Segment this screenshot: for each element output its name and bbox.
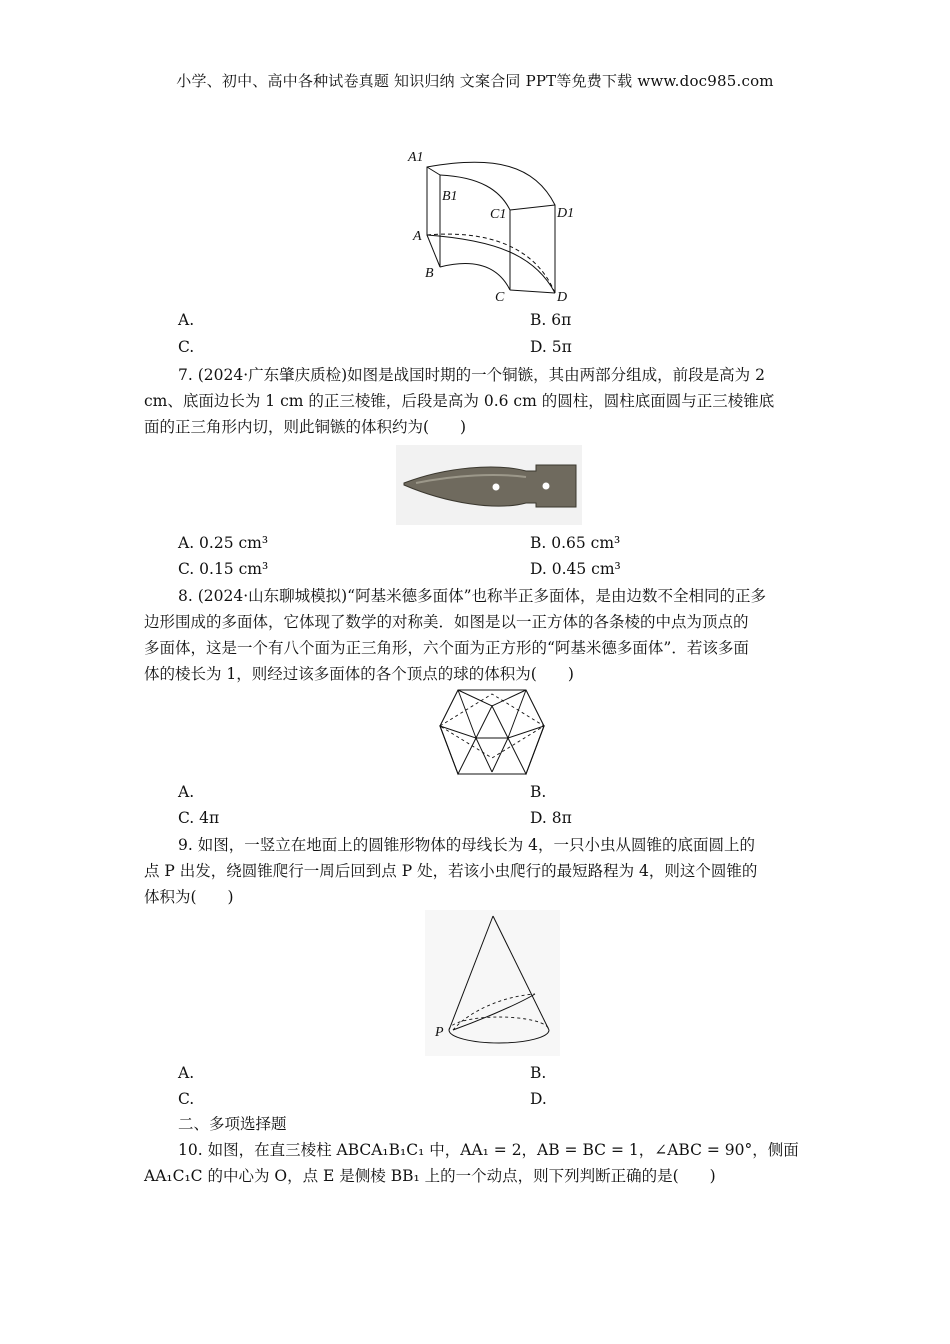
q8-line-4: 体的棱长为 1，则经过该多面体的各个顶点的球的体积为( ) bbox=[144, 665, 574, 683]
q6-label-c1: C1 bbox=[490, 207, 507, 222]
section-multi-choice-title: 二、多项选择题 bbox=[178, 1115, 287, 1133]
q6-label-b: B bbox=[425, 266, 434, 281]
q7-line-2: cm、底面边长为 1 cm 的正三棱锥，后段是高为 0.6 cm 的圆柱，圆柱底面圆与正三棱锥底 bbox=[144, 392, 775, 410]
q8-line-2: 边形围成的多面体，它体现了数学的对称美．如图是以一正方体的各条棱的中点为顶点的 bbox=[144, 613, 749, 631]
q6-label-a: A bbox=[413, 229, 422, 244]
q8-option-c[interactable]: C. 4π bbox=[178, 809, 220, 827]
q7-option-d[interactable]: D. 0.45 cm³ bbox=[530, 560, 621, 578]
q8-option-d[interactable]: D. 8π bbox=[530, 809, 572, 827]
q6-option-d[interactable]: D. 5π bbox=[530, 338, 572, 356]
q8-option-b[interactable]: B. bbox=[530, 783, 547, 801]
q7-figure-bronze-arrowhead bbox=[396, 445, 582, 525]
q6-option-b[interactable]: B. 6π bbox=[530, 311, 572, 329]
q7-line-1: 7. (2024·广东肇庆质检)如图是战国时期的一个铜镞，其由两部分组成，前段是高为 2 bbox=[178, 366, 765, 384]
page-header: 小学、初中、高中各种试卷真题 知识归纳 文案合同 PPT等免费下载 www.doc985.com bbox=[176, 72, 774, 90]
q6-label-d: D bbox=[557, 290, 568, 305]
q6-option-c[interactable]: C. bbox=[178, 338, 195, 356]
q9-option-c[interactable]: C. bbox=[178, 1090, 195, 1108]
q7-line-3: 面的正三角形内切，则此铜镞的体积约为( ) bbox=[144, 418, 467, 436]
q8-figure-cuboctahedron bbox=[436, 686, 548, 778]
q7-option-b[interactable]: B. 0.65 cm³ bbox=[530, 534, 621, 552]
q9-line-2: 点 P 出发，绕圆锥爬行一周后回到点 P 处，若该小虫爬行的最短路程为 4，则这个圆锥的 bbox=[144, 862, 758, 880]
q10-line-2: AA₁C₁C 的中心为 O，点 E 是侧棱 BB₁ 上的一个动点，则下列判断正确的是( ) bbox=[144, 1167, 716, 1185]
q9-line-1: 9. 如图，一竖立在地面上的圆锥形物体的母线长为 4，一只小虫从圆锥的底面圆上的 bbox=[178, 836, 756, 854]
q8-option-a[interactable]: A. bbox=[178, 783, 195, 801]
q9-option-b[interactable]: B. bbox=[530, 1064, 547, 1082]
q7-option-a[interactable]: A. 0.25 cm³ bbox=[178, 534, 269, 552]
q6-option-a[interactable]: A. bbox=[178, 311, 195, 329]
q9-option-d[interactable]: D. bbox=[530, 1090, 547, 1108]
q6-label-a1: A1 bbox=[408, 150, 424, 165]
q6-label-d1: D1 bbox=[557, 206, 575, 221]
q10-line-1: 10. 如图，在直三棱柱 ABCA₁B₁C₁ 中，AA₁ = 2，AB = BC = 1，∠ABC = 90°，侧面 bbox=[178, 1141, 799, 1159]
q8-line-1: 8. (2024·山东聊城模拟)“阿基米德多面体”也称半正多面体，是由边数不全相同的正多 bbox=[178, 587, 767, 605]
q6-figure-curved-solid bbox=[405, 145, 585, 305]
q7-option-c[interactable]: C. 0.15 cm³ bbox=[178, 560, 269, 578]
q9-option-a[interactable]: A. bbox=[178, 1064, 195, 1082]
q6-label-b1: B1 bbox=[442, 189, 458, 204]
q6-label-c: C bbox=[495, 290, 505, 305]
q9-label-p: P bbox=[435, 1025, 444, 1040]
q9-figure-cone bbox=[425, 910, 560, 1056]
q9-line-3: 体积为( ) bbox=[144, 888, 234, 906]
q8-line-3: 多面体，这是一个有八个面为正三角形，六个面为正方形的“阿基米德多面体”．若该多面 bbox=[144, 639, 749, 657]
